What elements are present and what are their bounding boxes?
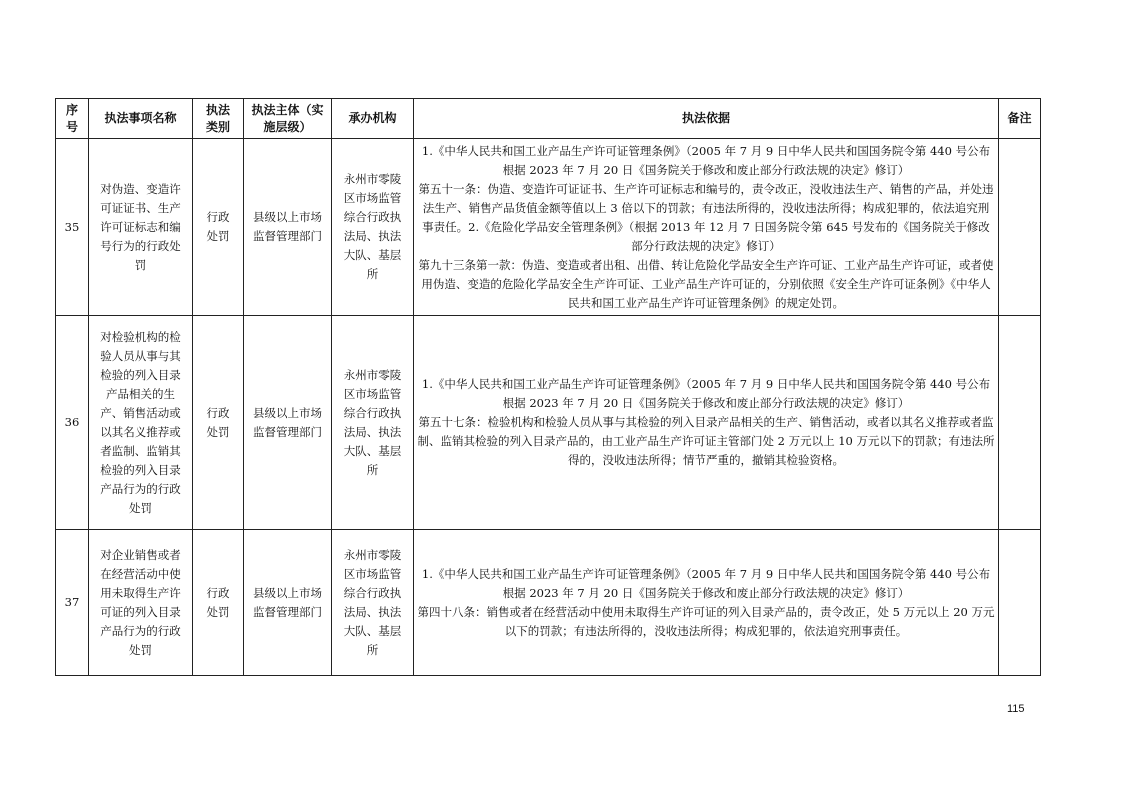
row-agency: 永州市零陵区市场监管综合行政执法局、执法大队、基层所 [332, 139, 414, 316]
header-name: 执法事项名称 [89, 99, 193, 139]
row-legal-basis [414, 530, 1002, 676]
row-item-name: 对企业销售或者在经营活动中使用未取得生产许可证的列入目录产品行为的行政处罚 [89, 530, 193, 676]
row-subject: 县级以上市场监督管理部门 [244, 316, 332, 530]
basis-paragraph: 第九十三条第一款：伪造、变造或者出租、出借、转让危险化学品安全生产许可证、工业产品生产许可证，或者使用伪造、变造的危险化学品安全生产许可证、工业产品生产许可证的，分别依照《安全生产许可证条例》《中华人民共和国工业产品生产许可证管理条例》的规定处罚。 [418, 257, 994, 310]
header-basis: 执法依据 [414, 99, 999, 139]
header-remark: 备注 [999, 99, 1041, 139]
row-category: 行政处罚 [193, 139, 244, 316]
row-agency: 永州市零陵区市场监管综合行政执法局、执法大队、基层所 [332, 316, 414, 530]
row-legal-basis [414, 316, 1002, 530]
table-row [56, 316, 1041, 530]
header-seq: 序号 [56, 99, 89, 139]
header-type: 执法类别 [193, 99, 244, 139]
row-agency: 永州市零陵区市场监管综合行政执法局、执法大队、基层所 [332, 530, 414, 676]
row-legal-basis [414, 139, 1002, 316]
page-number: 115 [1007, 703, 1025, 715]
row-subject: 县级以上市场监督管理部门 [244, 139, 332, 316]
row-remark [999, 316, 1041, 530]
row-seq: 35 [56, 139, 89, 316]
row-remark [999, 530, 1041, 676]
basis-paragraph: 1.《中华人民共和国工业产品生产许可证管理条例》（2005 年 7 月 9 日中华人民共和国国务院令第 440 号公布 根据 2023 年 7 月 20 日《国务院关于修改和废止部分行政法规的决定》修订） [421, 143, 1002, 177]
basis-paragraph: 第五十一条：伪造、变造许可证证书、生产许可证标志和编号的，责令改正，没收违法生产、销售的产品，并处违法生产、销售产品货值金额等值以上 3 倍以下的罚款；有违法所得的，没收违法所得；构成犯罪的，依法追究刑事责任。2.《危险化学品安全管理条例》（根据 2013 年 12 月 7 日国务院令第 645 号发布的《国务院关于修改部分行政法规的决定》修订） [418, 181, 994, 253]
row-subject: 县级以上市场监督管理部门 [244, 530, 332, 676]
basis-paragraph: 第五十七条：检验机构和检验人员从事与其检验的列入目录产品相关的生产、销售活动，或者以其名义推荐或者监制、监销其检验的列入目录产品的，由工业产品生产许可证主管部门处 2 万元以上 10 万元以下的罚款；有违法所得的，没收违法所得；情节严重的，撤销其检验资格。 [417, 415, 995, 467]
table-row [56, 139, 1041, 316]
header-agency: 承办机构 [332, 99, 414, 139]
row-category: 行政处罚 [193, 316, 244, 530]
table-row [56, 530, 1041, 676]
row-category: 行政处罚 [193, 530, 244, 676]
basis-paragraph: 1.《中华人民共和国工业产品生产许可证管理条例》（2005 年 7 月 9 日中华人民共和国国务院令第 440 号公布 根据 2023 年 7 月 20 日《国务院关于修改和废止部分行政法规的决定》修订） [421, 377, 1002, 410]
basis-paragraph: 第四十八条：销售或者在经营活动中使用未取得生产许可证的列入目录产品的，责令改正，处 5 万元以上 20 万元以下的罚款；有违法所得的，没收违法所得；构成犯罪的，依法追究刑事责任。 [417, 604, 995, 638]
row-seq: 37 [56, 530, 89, 676]
row-seq: 36 [56, 316, 89, 530]
row-remark [999, 139, 1041, 316]
law-enforcement-table [55, 98, 1041, 676]
row-item-name: 对检验机构的检验人员从事与其检验的列入目录产品相关的生产、销售活动或以其名义推荐或者监制、监销其检验的列入目录产品行为的行政处罚 [89, 316, 193, 530]
header-subject: 执法主体（实施层级） [244, 99, 332, 139]
table-header-row [56, 99, 1041, 139]
row-item-name: 对伪造、变造许可证证书、生产许可证标志和编号行为的行政处罚 [89, 139, 193, 316]
basis-paragraph: 1.《中华人民共和国工业产品生产许可证管理条例》（2005 年 7 月 9 日中华人民共和国国务院令第 440 号公布 根据 2023 年 7 月 20 日《国务院关于修改和废止部分行政法规的决定》修订） [421, 566, 1002, 600]
